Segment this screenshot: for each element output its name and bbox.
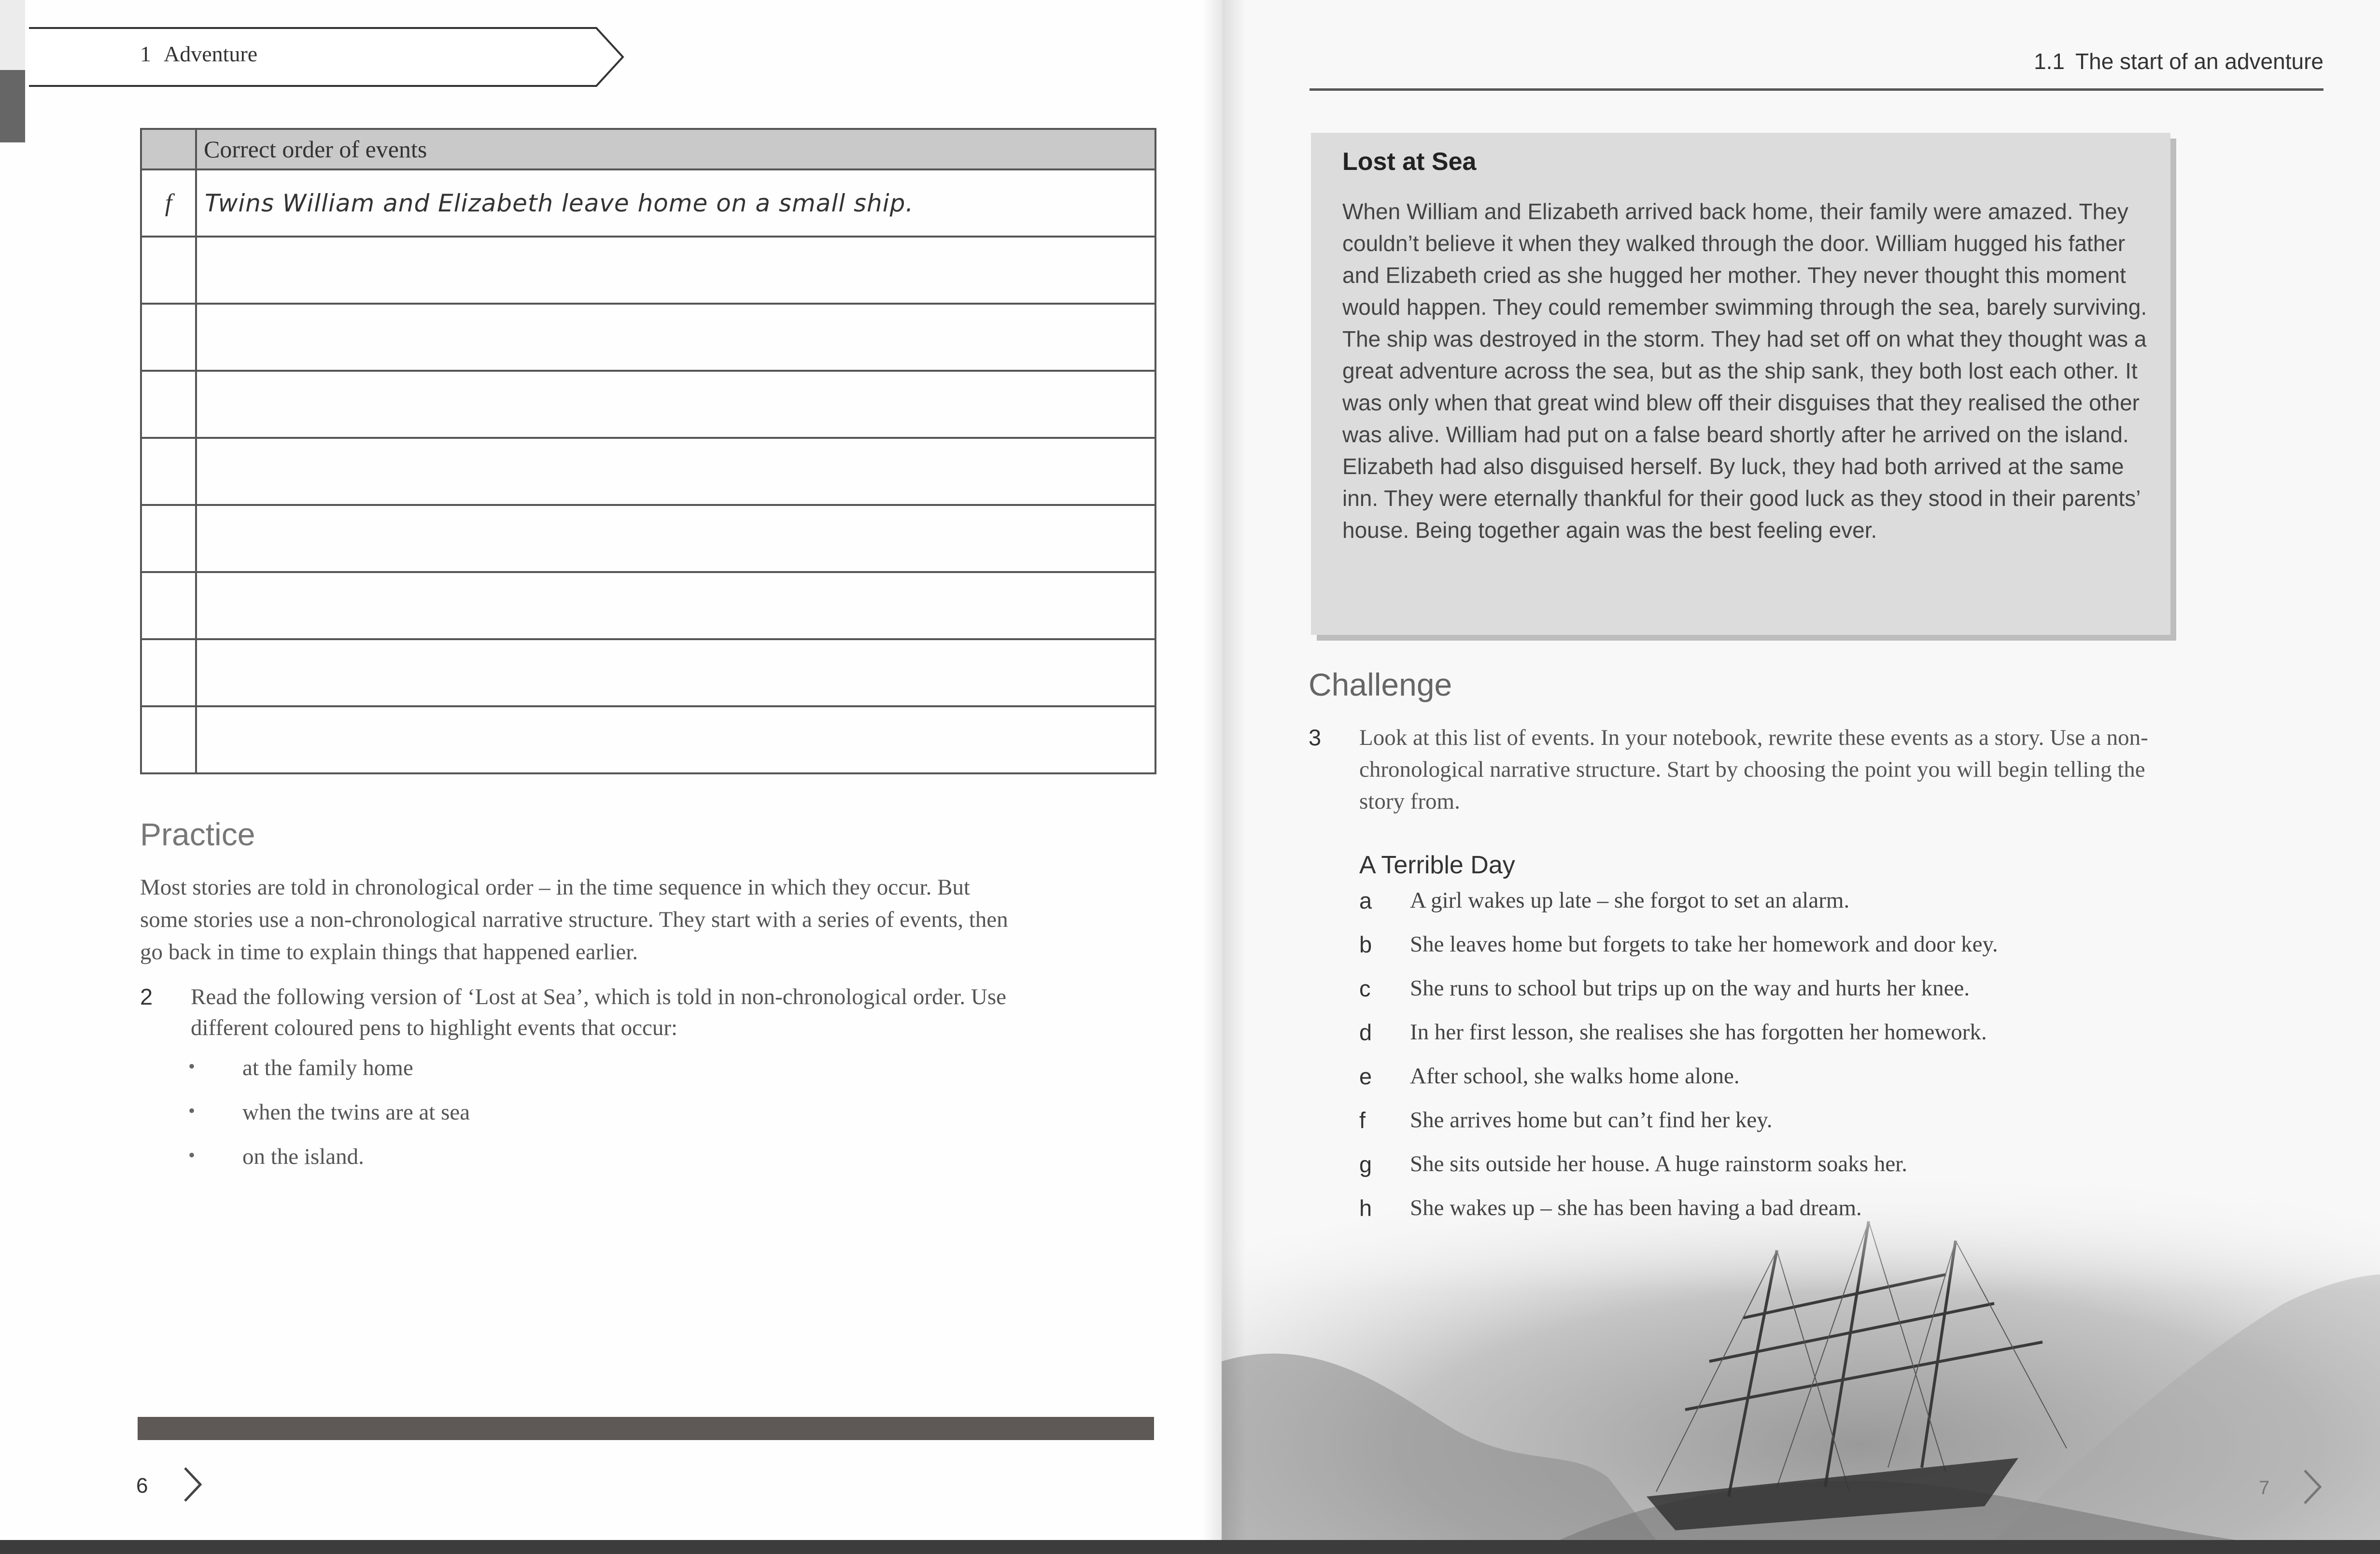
table-row — [141, 438, 1155, 505]
event-letter: f — [1359, 1107, 1366, 1133]
table-row — [141, 706, 1155, 773]
table-cell-letter[interactable] — [141, 639, 196, 706]
page-number-left: 6 — [136, 1474, 148, 1498]
table-cell-letter[interactable] — [141, 505, 196, 572]
practice-intro: Most stories are told in chronological order – in the time sequence in which they occur. But some stories use a non-chronological narrative structure. They start with a series of events, then go back in time to explain things that happened earlier. — [140, 875, 1008, 965]
events-order-table — [140, 128, 1156, 774]
table-header: Correct order of events — [196, 129, 1155, 169]
chevron-right-icon — [2301, 1468, 2325, 1509]
chapter-tab — [29, 27, 628, 89]
table-row — [141, 169, 1155, 237]
challenge-heading: Challenge — [1309, 667, 1452, 702]
table-cell-letter[interactable] — [141, 371, 196, 438]
question-text: Read the following version of ‘Lost at Sea’, which is told in non-chronological order. Use different coloured pens to highlight events that occur: — [191, 984, 1007, 1040]
table-cell-letter[interactable] — [141, 237, 196, 304]
section-header — [1310, 48, 2324, 74]
chapter-title — [140, 41, 257, 67]
table-cell-event[interactable] — [196, 639, 1155, 706]
chapter-number: 1 — [140, 42, 151, 66]
event-letter: d — [1359, 1020, 1372, 1045]
event-text: After school, she walks home alone. — [1410, 1064, 1740, 1089]
page-number-right: 7 — [2259, 1477, 2270, 1498]
list-item: • on the island. — [188, 1144, 470, 1188]
event-letter: a — [1359, 888, 1372, 913]
question-text: Look at this list of events. In your notebook, rewrite these events as a story. Use a non-chronological narrative structure. Start by choosing the point you will begin telling the story from. — [1359, 725, 2148, 814]
table-cell-event[interactable] — [196, 371, 1155, 438]
event-text: She arrives home but can’t find her key. — [1410, 1107, 1773, 1133]
section-number: 1.1 — [2034, 49, 2065, 74]
scan-bottom-edge — [0, 1540, 2380, 1554]
table-cell-event[interactable] — [196, 304, 1155, 371]
header-divider — [1310, 88, 2324, 91]
table-cell-letter[interactable] — [141, 706, 196, 773]
footer-bar — [138, 1417, 1154, 1440]
list-item: • when the twins are at sea — [188, 1099, 470, 1144]
question-number: 2 — [140, 984, 153, 1009]
practice-heading: Practice — [140, 816, 255, 852]
event-text: She leaves home but forgets to take her homework and door key. — [1410, 932, 1998, 957]
table-row — [141, 304, 1155, 371]
highlight-bullet-list — [188, 1055, 470, 1188]
table-cell-event[interactable] — [196, 572, 1155, 639]
question-3 — [1309, 722, 2187, 817]
table-row — [141, 505, 1155, 572]
table-cell-letter[interactable] — [141, 572, 196, 639]
table-row — [141, 237, 1155, 304]
question-number: 3 — [1309, 725, 1322, 750]
event-letter: e — [1359, 1064, 1372, 1089]
terrible-day-title: A Terrible Day — [1359, 851, 1515, 879]
table-cell-letter[interactable] — [141, 304, 196, 371]
event-text: She runs to school but trips up on the way and hurts her knee. — [1410, 976, 1970, 1001]
event-text: She wakes up – she has been having a bad dream. — [1410, 1195, 1862, 1220]
event-text: She sits outside her house. A huge rainstorm soaks her. — [1410, 1151, 1907, 1176]
question-2 — [140, 981, 1033, 1043]
table-cell-event[interactable] — [196, 237, 1155, 304]
event-text: In her first lesson, she realises she has forgotten her homework. — [1410, 1020, 1987, 1045]
list-item: • at the family home — [188, 1055, 470, 1099]
event-letter: h — [1359, 1195, 1372, 1221]
section-title: The start of an adventure — [2075, 49, 2324, 74]
table-cell-event[interactable] — [196, 505, 1155, 572]
story-box — [1311, 133, 2170, 635]
table-cell-event[interactable] — [196, 706, 1155, 773]
table-row — [141, 371, 1155, 438]
event-text: A girl wakes up late – she forgot to set an alarm. — [1410, 888, 1850, 913]
story-text: When William and Elizabeth arrived back home, their family were amazed. They couldn’t believe it when they walked through the door. William hugged his father and Elizabeth cried as she hugged her mother. They never thought this moment would happen. They could remember swimming through the sea, barely surviving. The ship was destroyed in the storm. They had set off on what they thought was a great adventure across the sea, but as the ship sank, they both lost each other. It was only when that great wind blew off their disguises that they realised the other was alive. William had put on a false beard shortly after he arrived on the island. Elizabeth had also disguised herself. By luck, they had both arrived at the same inn. They were eternally thankful for their good luck as they stood in their parents’ house. Being together again was the best feeling ever. — [1342, 199, 2147, 543]
event-letter: b — [1359, 932, 1372, 957]
book-gutter — [1202, 0, 1246, 1554]
table-cell-letter[interactable] — [141, 438, 196, 505]
event-letter: g — [1359, 1151, 1372, 1177]
table-header-row — [141, 129, 1155, 169]
table-cell-letter[interactable]: f — [141, 169, 196, 237]
table-cell-event[interactable]: Twins William and Elizabeth leave home on a small ship. — [196, 169, 1155, 237]
chevron-right-icon — [181, 1465, 205, 1506]
table-row — [141, 572, 1155, 639]
chapter-name: Adventure — [164, 42, 258, 66]
table-row — [141, 639, 1155, 706]
table-header-letter-cell — [141, 129, 196, 169]
event-letter: c — [1359, 976, 1371, 1001]
page-edge-strip — [0, 0, 25, 145]
table-cell-event[interactable] — [196, 438, 1155, 505]
story-title: Lost at Sea — [1342, 148, 1477, 176]
